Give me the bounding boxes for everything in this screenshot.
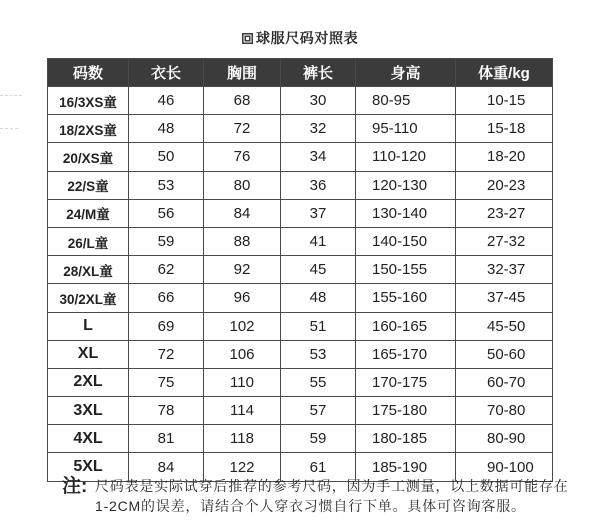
table-row bbox=[48, 171, 553, 199]
square-icon bbox=[242, 33, 253, 44]
column-header: 裤长 bbox=[281, 59, 356, 87]
top-length-cell: 66 bbox=[129, 284, 204, 312]
pants-length-cell: 34 bbox=[281, 143, 356, 171]
chest-cell: 102 bbox=[204, 312, 281, 340]
size-cell: 24/M童 bbox=[48, 199, 129, 227]
note-text bbox=[95, 476, 569, 516]
height-cell: 155-160 bbox=[356, 284, 456, 312]
top-length-cell: 46 bbox=[129, 87, 204, 115]
top-length-cell: 56 bbox=[129, 199, 204, 227]
column-header: 体重/kg bbox=[456, 59, 553, 87]
table-row bbox=[48, 256, 553, 284]
size-cell: 30/2XL童 bbox=[48, 284, 129, 312]
top-length-cell: 53 bbox=[129, 171, 204, 199]
chest-cell: 68 bbox=[204, 87, 281, 115]
height-cell: 180-185 bbox=[356, 425, 456, 453]
pants-length-cell: 36 bbox=[281, 171, 356, 199]
pants-length-cell: 61 bbox=[281, 453, 356, 481]
weight-cell: 45-50 bbox=[456, 312, 553, 340]
left-edge-dash bbox=[0, 128, 18, 129]
pants-length-cell: 41 bbox=[281, 227, 356, 255]
table-row bbox=[48, 87, 553, 115]
chest-cell: 92 bbox=[204, 256, 281, 284]
chest-cell: 80 bbox=[204, 171, 281, 199]
pants-length-cell: 57 bbox=[281, 397, 356, 425]
size-cell: 18/2XS童 bbox=[48, 115, 129, 143]
size-cell: L bbox=[48, 312, 129, 340]
size-cell: 4XL bbox=[48, 425, 129, 453]
header-row bbox=[48, 59, 553, 87]
top-length-cell: 75 bbox=[129, 368, 204, 396]
height-cell: 150-155 bbox=[356, 256, 456, 284]
table-body bbox=[48, 87, 553, 482]
left-edge-dash bbox=[0, 95, 22, 96]
table-row bbox=[48, 199, 553, 227]
height-cell: 120-130 bbox=[356, 171, 456, 199]
chest-cell: 76 bbox=[204, 143, 281, 171]
table-row bbox=[48, 368, 553, 396]
size-cell: 22/S童 bbox=[48, 171, 129, 199]
size-cell: 16/3XS童 bbox=[48, 87, 129, 115]
table-row bbox=[48, 227, 553, 255]
height-cell: 95-110 bbox=[356, 115, 456, 143]
table-row bbox=[48, 397, 553, 425]
pants-length-cell: 37 bbox=[281, 199, 356, 227]
title-text: 球服尺码对照表 bbox=[256, 30, 359, 46]
top-length-cell: 62 bbox=[129, 256, 204, 284]
height-cell: 130-140 bbox=[356, 199, 456, 227]
size-cell: 20/XS童 bbox=[48, 143, 129, 171]
height-cell: 110-120 bbox=[356, 143, 456, 171]
table-header bbox=[48, 59, 553, 87]
size-cell: 26/L童 bbox=[48, 227, 129, 255]
weight-cell: 50-60 bbox=[456, 340, 553, 368]
chest-cell: 110 bbox=[204, 368, 281, 396]
column-header: 身高 bbox=[356, 59, 456, 87]
size-cell: 2XL bbox=[48, 368, 129, 396]
size-note bbox=[62, 471, 569, 515]
table-row bbox=[48, 312, 553, 340]
weight-cell: 37-45 bbox=[456, 284, 553, 312]
note-label: 注: bbox=[62, 476, 88, 497]
chest-cell: 118 bbox=[204, 425, 281, 453]
column-header: 衣长 bbox=[129, 59, 204, 87]
weight-cell: 90-100 bbox=[456, 453, 553, 481]
chest-cell: 84 bbox=[204, 199, 281, 227]
table-row bbox=[48, 340, 553, 368]
weight-cell: 60-70 bbox=[456, 368, 553, 396]
weight-cell: 10-15 bbox=[456, 87, 553, 115]
size-cell: 5XL bbox=[48, 453, 129, 481]
top-length-cell: 78 bbox=[129, 397, 204, 425]
chart-title bbox=[242, 30, 358, 46]
chest-cell: 114 bbox=[204, 397, 281, 425]
note-line: 尺码表是实际试穿后推荐的参考尺码，因为手工测量，以上数据可能存在 bbox=[95, 478, 569, 494]
chest-cell: 72 bbox=[204, 115, 281, 143]
pants-length-cell: 32 bbox=[281, 115, 356, 143]
top-length-cell: 72 bbox=[129, 340, 204, 368]
height-cell: 185-190 bbox=[356, 453, 456, 481]
weight-cell: 20-23 bbox=[456, 171, 553, 199]
height-cell: 140-150 bbox=[356, 227, 456, 255]
table-row bbox=[48, 115, 553, 143]
pants-length-cell: 55 bbox=[281, 368, 356, 396]
size-table bbox=[47, 58, 553, 482]
weight-cell: 23-27 bbox=[456, 199, 553, 227]
column-header: 码数 bbox=[48, 59, 129, 87]
height-cell: 80-95 bbox=[356, 87, 456, 115]
size-cell: XL bbox=[48, 340, 129, 368]
height-cell: 160-165 bbox=[356, 312, 456, 340]
pants-length-cell: 48 bbox=[281, 284, 356, 312]
weight-cell: 80-90 bbox=[456, 425, 553, 453]
pants-length-cell: 59 bbox=[281, 425, 356, 453]
table-row bbox=[48, 425, 553, 453]
note-line: 1-2CM的误差，请结合个人穿衣习惯自行下单。具体可咨询客服。 bbox=[95, 498, 526, 514]
pants-length-cell: 51 bbox=[281, 312, 356, 340]
pants-length-cell: 53 bbox=[281, 340, 356, 368]
top-length-cell: 69 bbox=[129, 312, 204, 340]
chest-cell: 88 bbox=[204, 227, 281, 255]
top-length-cell: 48 bbox=[129, 115, 204, 143]
pants-length-cell: 45 bbox=[281, 256, 356, 284]
weight-cell: 32-37 bbox=[456, 256, 553, 284]
size-cell: 28/XL童 bbox=[48, 256, 129, 284]
weight-cell: 70-80 bbox=[456, 397, 553, 425]
top-length-cell: 59 bbox=[129, 227, 204, 255]
height-cell: 165-170 bbox=[356, 340, 456, 368]
chest-cell: 96 bbox=[204, 284, 281, 312]
table-row bbox=[48, 143, 553, 171]
weight-cell: 27-32 bbox=[456, 227, 553, 255]
top-length-cell: 50 bbox=[129, 143, 204, 171]
size-cell: 3XL bbox=[48, 397, 129, 425]
chest-cell: 122 bbox=[204, 453, 281, 481]
height-cell: 175-180 bbox=[356, 397, 456, 425]
top-length-cell: 84 bbox=[129, 453, 204, 481]
weight-cell: 18-20 bbox=[456, 143, 553, 171]
top-length-cell: 81 bbox=[129, 425, 204, 453]
chest-cell: 106 bbox=[204, 340, 281, 368]
weight-cell: 15-18 bbox=[456, 115, 553, 143]
column-header: 胸围 bbox=[204, 59, 281, 87]
table-row bbox=[48, 284, 553, 312]
height-cell: 170-175 bbox=[356, 368, 456, 396]
pants-length-cell: 30 bbox=[281, 87, 356, 115]
